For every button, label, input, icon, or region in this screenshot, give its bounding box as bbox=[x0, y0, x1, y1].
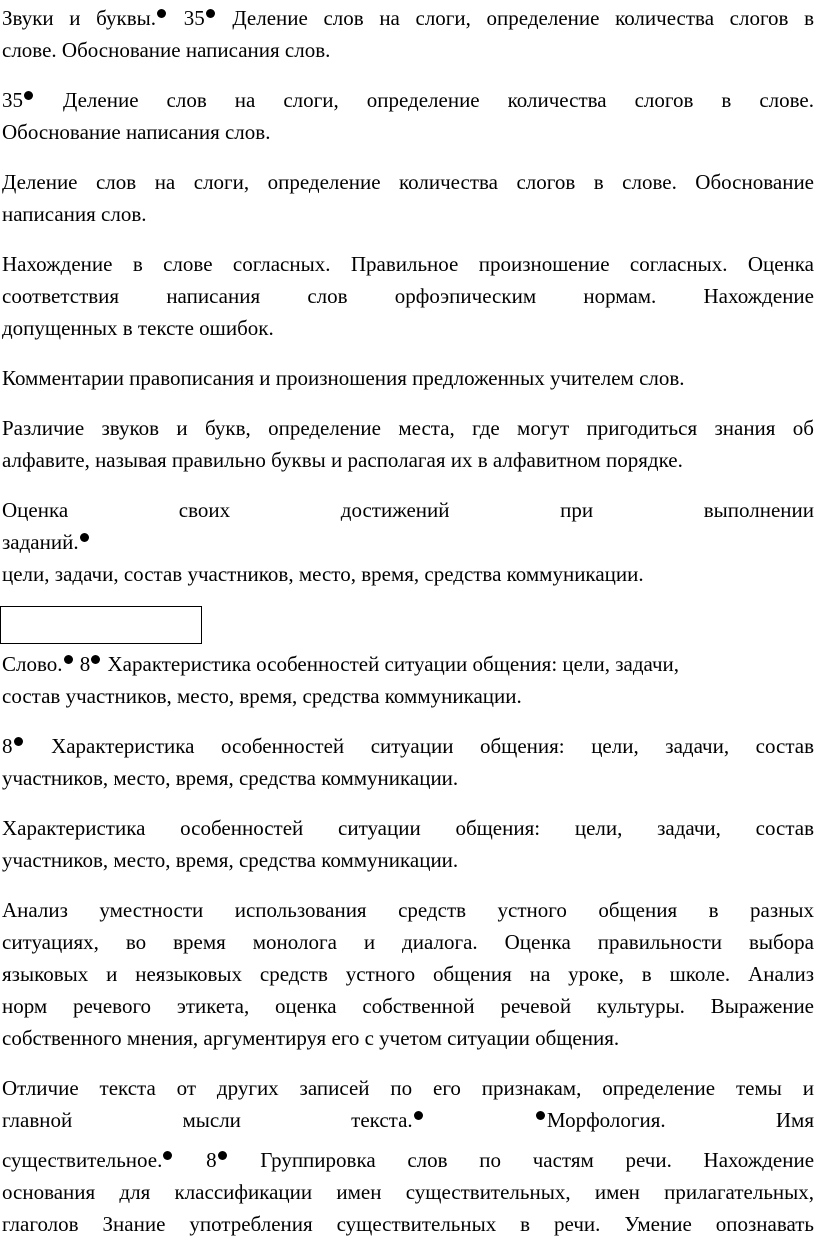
paragraph-consonants bbox=[2, 248, 814, 344]
bullet-icon bbox=[536, 1111, 545, 1120]
bullet-icon bbox=[80, 533, 89, 542]
text-line: языковых и неязыковых средств устного общения на уроке, в школе. Анализ bbox=[2, 962, 814, 986]
bullet-icon bbox=[414, 1111, 423, 1120]
bullet-icon bbox=[206, 9, 215, 18]
empty-table-cell bbox=[0, 606, 202, 644]
text-fragment: Деление слов на слоги, определение количества слогов в слове. bbox=[63, 88, 814, 112]
hours-count: 8 bbox=[206, 1148, 217, 1172]
text-line: ситуациях, во время монолога и диалога. Оценка правильности выбора bbox=[2, 930, 814, 954]
paragraph-comments bbox=[2, 362, 814, 394]
text-line bbox=[2, 2, 814, 34]
text-line bbox=[2, 526, 814, 558]
text-line: допущенных в тексте ошибок. bbox=[2, 316, 274, 340]
bullet-icon bbox=[157, 9, 166, 18]
text-line: участников, место, время, средства коммуникации. bbox=[2, 848, 459, 872]
text-line: Различие звуков и букв, определение места, где могут пригодиться знания об bbox=[2, 416, 814, 440]
bullet-icon bbox=[64, 655, 73, 664]
text-line: алфавите, называя правильно буквы и располагая их в алфавитном порядке. bbox=[2, 448, 683, 472]
paragraph-characteristic bbox=[2, 812, 814, 876]
text-line: основания для классификации имен существительных, имен прилагательных, bbox=[2, 1180, 814, 1204]
text-line bbox=[2, 1104, 814, 1136]
text-line: Анализ уместности использования средств устного общения в разных bbox=[2, 898, 814, 922]
text-line: участников, место, время, средства коммуникации. bbox=[2, 766, 459, 790]
paragraph-syllables bbox=[2, 166, 814, 230]
topic-title: Звуки и буквы. bbox=[2, 6, 157, 30]
text-line: слове. Обоснование написания слов. bbox=[2, 38, 331, 62]
paragraph-characteristic-8 bbox=[2, 730, 814, 794]
text-fragment: Морфология. Имя bbox=[546, 1108, 814, 1132]
text-fragment: Деление слов на слоги, определение количества слогов в bbox=[232, 6, 815, 30]
text-line: Деление слов на слоги, определение количества слогов в слове. Обоснование bbox=[2, 170, 814, 194]
bullet-icon bbox=[91, 655, 100, 664]
text-fragment: Характеристика особенностей ситуации общения: цели, задачи, bbox=[107, 652, 680, 676]
text-line bbox=[2, 730, 814, 762]
paragraph-analysis bbox=[2, 894, 814, 1054]
text-line: собственного мнения, аргументируя его с учетом ситуации общения. bbox=[2, 1026, 620, 1050]
paragraph-achievements bbox=[2, 494, 814, 590]
paragraph-text-features bbox=[2, 1072, 814, 1240]
text-fragment: существительное. bbox=[2, 1148, 163, 1172]
text-line: Обоснование написания слов. bbox=[2, 120, 271, 144]
text-line bbox=[2, 648, 814, 680]
paragraph-sounds-letters bbox=[2, 2, 814, 66]
text-line: Отличие текста от других записей по его признакам, определение темы и bbox=[2, 1076, 814, 1100]
bullet-icon bbox=[218, 1151, 227, 1160]
text-line: цели, задачи, состав участников, место, время, средства коммуникации. bbox=[2, 562, 644, 586]
text-fragment: Группировка слов по частям речи. Нахождение bbox=[260, 1148, 815, 1172]
text-line: состав участников, место, время, средства коммуникации. bbox=[2, 684, 522, 708]
text-fragment: заданий. bbox=[2, 530, 79, 554]
text-line: Оценка своих достижений при выполнении bbox=[2, 498, 814, 522]
hours-count: 35 bbox=[2, 88, 23, 112]
bullet-icon bbox=[163, 1151, 172, 1160]
text-line: глаголов Знание употребления существительных в речи. Умение опознавать bbox=[2, 1212, 814, 1236]
text-fragment: Характеристика особенностей ситуации общения: цели, задачи, состав bbox=[51, 734, 814, 758]
hours-count: 8 bbox=[2, 734, 13, 758]
bullet-icon bbox=[14, 737, 23, 746]
text-line: Характеристика особенностей ситуации общения: цели, задачи, состав bbox=[2, 816, 814, 840]
paragraph-syllables-35 bbox=[2, 84, 814, 148]
text-line: норм речевого этикета, оценка собственной речевой культуры. Выражение bbox=[2, 994, 814, 1018]
paragraph-alphabet bbox=[2, 412, 814, 476]
text-line: написания слов. bbox=[2, 202, 147, 226]
paragraph-word bbox=[2, 648, 814, 712]
text-line bbox=[2, 1144, 814, 1176]
hours-count: 8 bbox=[79, 652, 91, 676]
text-line: соответствия написания слов орфоэпическим нормам. Нахождение bbox=[2, 284, 814, 308]
text-fragment: главной мысли текста. bbox=[2, 1108, 413, 1132]
hours-count: 35 bbox=[183, 6, 205, 30]
text-line: Нахождение в слове согласных. Правильное произношение согласных. Оценка bbox=[2, 252, 814, 276]
text-line bbox=[2, 84, 814, 116]
bullet-icon bbox=[24, 91, 33, 100]
text-line: Комментарии правописания и произношения предложенных учителем слов. bbox=[2, 366, 685, 390]
topic-title: Слово. bbox=[2, 652, 63, 676]
